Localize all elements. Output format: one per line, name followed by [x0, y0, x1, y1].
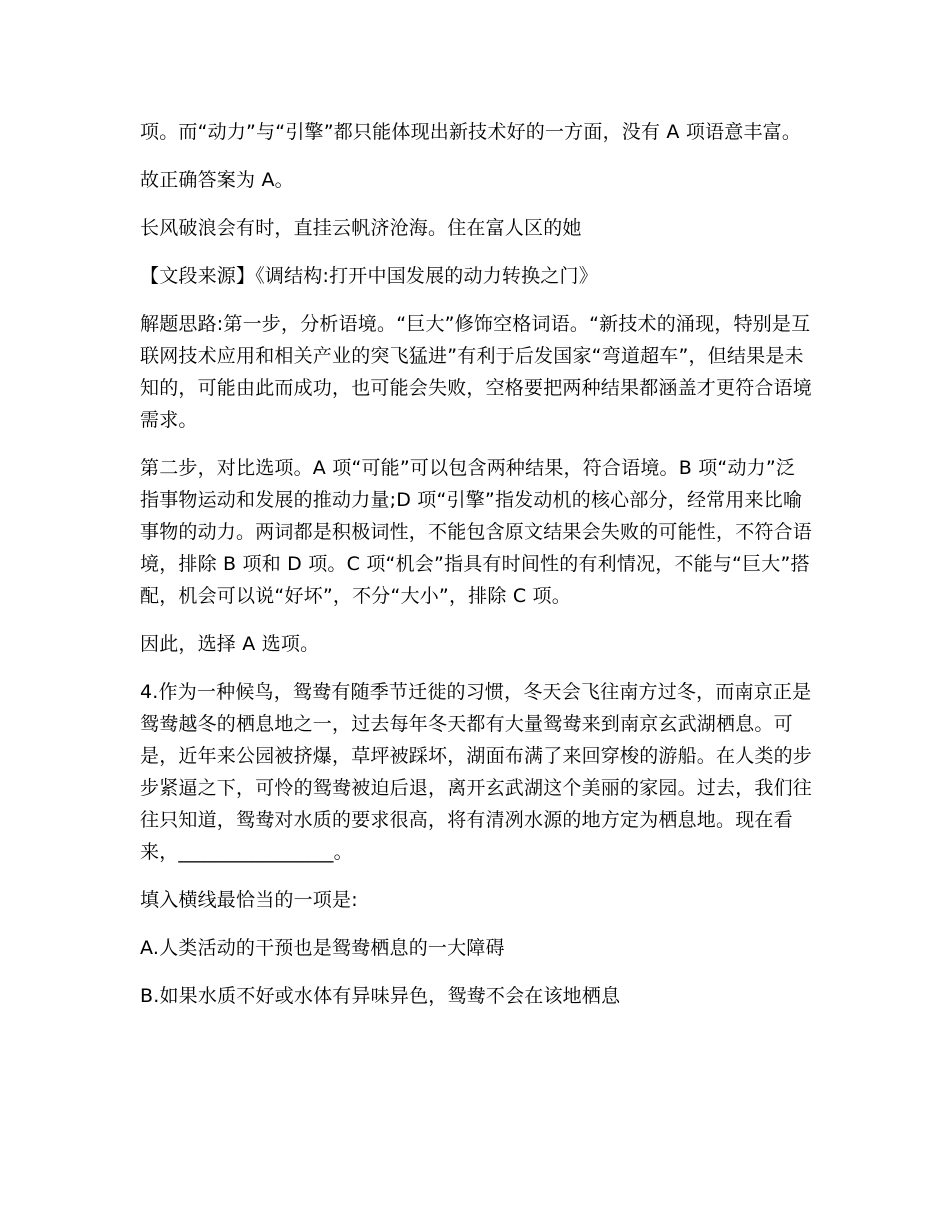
paragraph-conclusion: 因此，选择 A 选项。 [140, 633, 320, 655]
paragraph-source: 【文段来源】《调结构:打开中国发展的动力转换之门》 [140, 265, 598, 287]
paragraph-explanation-end: 项。而“动力”与“引擎”都只能体现出新技术好的一方面，没有 A 项语意丰富。 [140, 121, 802, 143]
paragraph-answer: 故正确答案为 A。 [140, 169, 294, 191]
paragraph-question-4: 4.作为一种候鸟，鸳鸯有随季节迁徙的习惯，冬天会飞往南方过冬，而南京正是鸳鸯越冬的栖息地之一，过去每年冬天都有大量鸳鸯来到南京玄武湖栖息。可是，近年来公园被挤爆，草坪被踩坏，湖面布满了来回穿梭的游船。在人类的步步紧逼之下，可怜的鸳鸯被迫后退，离开玄武湖这个美丽的家园。过去，我们往往只知道，鸳鸯对水质的要求很高，将有清冽水源的地方定为栖息地。现在看来，________________。 [140, 681, 813, 863]
paragraph-prompt: 填入横线最恰当的一项是: [140, 889, 358, 911]
paragraph-quote: 长风破浪会有时，直挂云帆济沧海。住在富人区的她 [140, 217, 582, 239]
paragraph-step-one: 解题思路:第一步，分析语境。“巨大”修饰空格词语。“新技术的涌现，特别是互联网技术应用和相关产业的突飞猛进”有利于后发国家“弯道超车”，但结果是未知的，可能由此而成功，也可能会失败，空格要把两种结果都涵盖才更符合语境需求。 [140, 313, 813, 431]
document-page [140, 116, 812, 1028]
option-a: A.人类活动的干预也是鸳鸯栖息的一大障碍 [140, 937, 505, 959]
option-b: B.如果水质不好或水体有异味异色，鸳鸯不会在该地栖息 [140, 985, 621, 1007]
paragraph-step-two: 第二步，对比选项。A 项“可能”可以包含两种结果，符合语境。B 项“动力”泛指事物运动和发展的推动力量;D 项“引擎”指发动机的核心部分，经常用来比喻事物的动力。两词都是积极词性，不能包含原文结果会失败的可能性，不符合语境，排除 B 项和 D 项。C 项“机会”指具有时间性的有利情况，不能与“巨大”搭配，机会可以说“好坏”，不分“大小”，排除 C 项。 [140, 457, 813, 607]
